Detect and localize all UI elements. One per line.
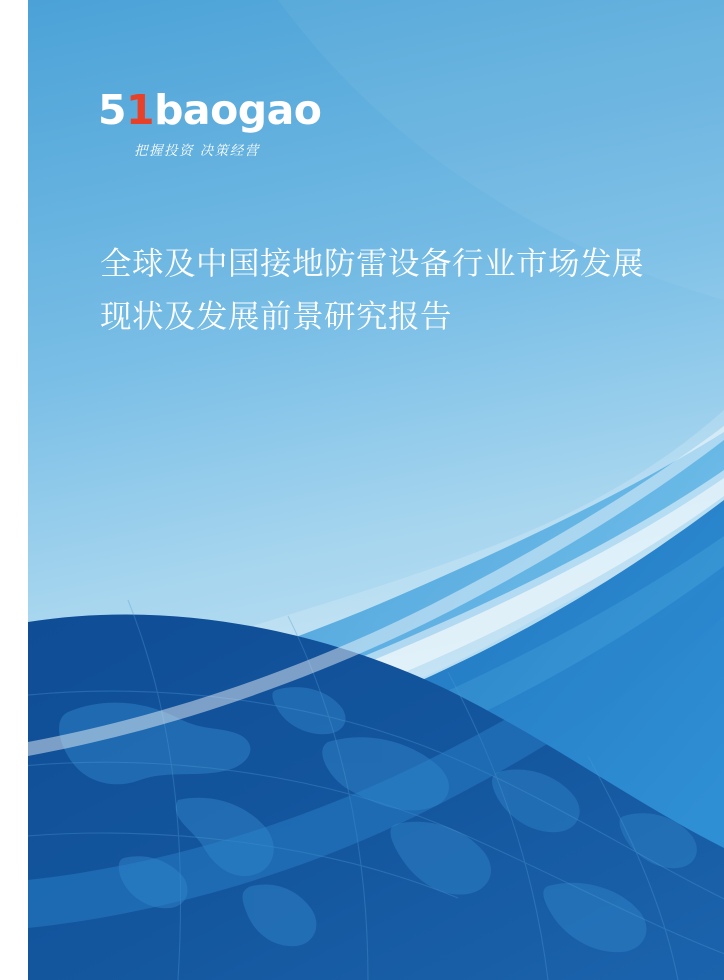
brand-logo [98, 88, 321, 159]
logo-digit-1: 1 [126, 86, 155, 134]
logo-digit-5: 5 [98, 86, 127, 134]
logo-tagline: 把握投资 决策经营 [134, 143, 260, 159]
report-title: 全球及中国接地防雷设备行业市场发展现状及发展前景研究报告 [100, 246, 645, 335]
logo-wordmark [98, 88, 321, 132]
left-margin-strip [0, 0, 28, 980]
logo-word: baogao [154, 86, 322, 134]
